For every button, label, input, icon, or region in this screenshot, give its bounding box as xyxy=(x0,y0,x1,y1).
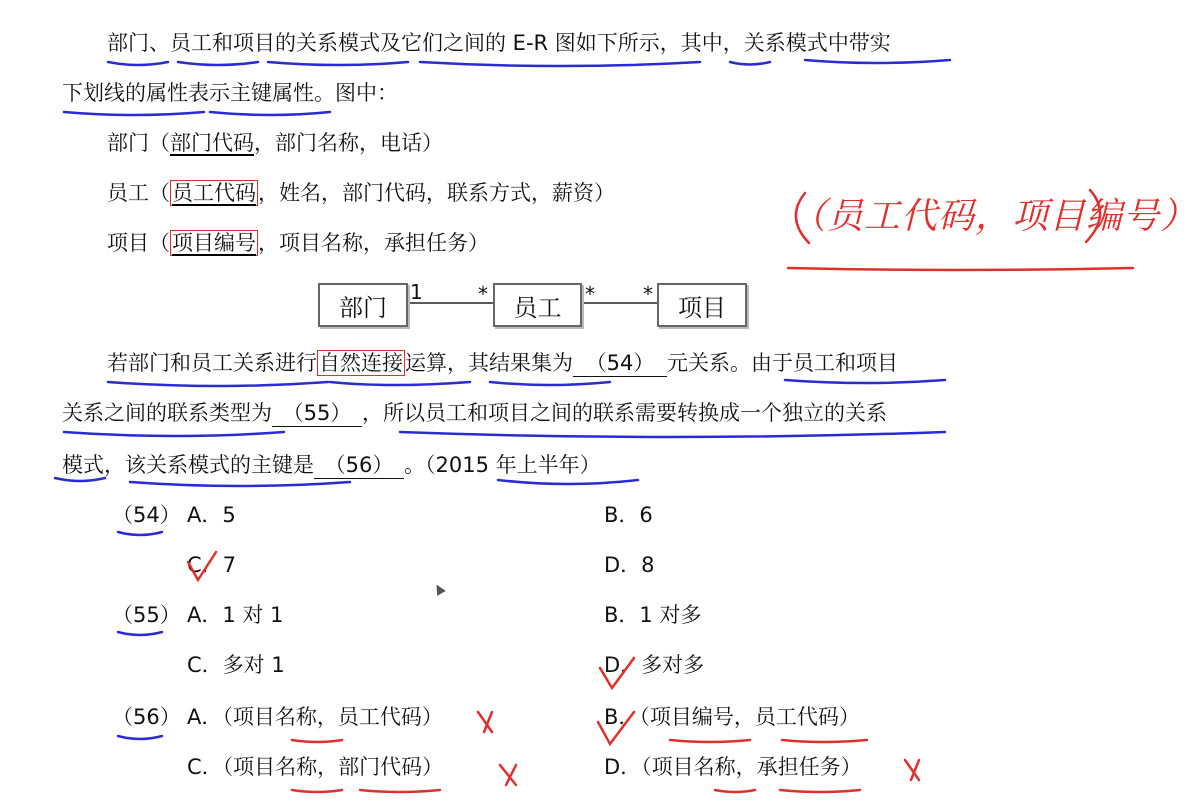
intro-line-2: 下划线的属性表示主键属性。图中： xyxy=(62,81,398,105)
question-line-3 xyxy=(62,450,601,480)
option-55-b: B．1 对多 xyxy=(604,603,702,627)
question-line-2 xyxy=(62,398,887,428)
option-54-d: D．8 xyxy=(604,553,655,577)
natural-join-term: 自然连接 xyxy=(319,351,403,375)
cardinality-label: * xyxy=(643,282,653,306)
question-line-1 xyxy=(107,348,898,378)
option-56-d: D．（项目名称，承担任务） xyxy=(604,755,862,779)
cardinality-label: * xyxy=(478,282,488,306)
question-text: ，所以员工和项目之间的联系需要转换成一个独立的关系 xyxy=(362,401,887,425)
option-56-c: C．（项目名称，部门代码） xyxy=(187,755,444,779)
option-54-a: A．5 xyxy=(187,503,236,527)
question-text: 关系之间的联系类型为 xyxy=(62,401,272,425)
option-54-b: B．6 xyxy=(604,503,653,527)
question-number-56: （56） xyxy=(112,705,181,729)
blank-56: （56） xyxy=(314,452,404,479)
option-54-c: C．7 xyxy=(187,553,237,577)
blank-55: （55） xyxy=(272,400,362,427)
option-56-a: A．（项目名称，员工代码） xyxy=(187,705,443,729)
question-number-55: （55） xyxy=(112,603,181,627)
question-text: 。（2015 年上半年） xyxy=(404,453,601,477)
mouse-cursor-icon xyxy=(432,582,446,596)
relation-emp xyxy=(107,178,615,208)
cardinality-label: * xyxy=(585,282,595,306)
blank-54: （54） xyxy=(573,350,667,377)
intro-line-1: 部门、员工和项目的关系模式及它们之间的 E-R 图如下所示，其中，关系模式中带实 xyxy=(107,31,891,55)
question-text: 运算，其结果集为 xyxy=(405,351,573,375)
relation-name: 部门（ xyxy=(107,131,170,155)
entity-dept: 部门 xyxy=(318,283,408,327)
question-text: 若部门和员工关系进行 xyxy=(107,351,317,375)
relation-name: 项目（ xyxy=(107,231,170,255)
relation-dept xyxy=(107,128,443,158)
primary-key: 项目编号 xyxy=(172,231,256,255)
handwritten-note: （员工代码，项目编号） xyxy=(790,196,1197,237)
option-56-b: B．（项目编号，员工代码） xyxy=(604,705,860,729)
relation-attrs: ，部门名称，电话） xyxy=(254,131,443,155)
primary-key: 部门代码 xyxy=(170,131,254,155)
entity-proj: 项目 xyxy=(657,283,747,327)
option-55-d: D．多对多 xyxy=(604,653,705,677)
relation-name: 员工（ xyxy=(107,181,170,205)
relation-proj xyxy=(107,228,489,258)
question-text: 元关系。由于员工和项目 xyxy=(667,351,898,375)
relation-attrs: ，姓名，部门代码，联系方式，薪资） xyxy=(258,181,615,205)
question-number-54: （54） xyxy=(112,503,181,527)
primary-key: 员工代码 xyxy=(172,181,256,205)
option-55-c: C．多对 1 xyxy=(187,653,285,677)
question-text: 模式，该关系模式的主键是 xyxy=(62,453,314,477)
relation-attrs: ，项目名称，承担任务） xyxy=(258,231,489,255)
option-55-a: A．1 对 1 xyxy=(187,603,284,627)
entity-emp: 员工 xyxy=(493,283,582,327)
cardinality-label: 1 xyxy=(410,280,423,304)
